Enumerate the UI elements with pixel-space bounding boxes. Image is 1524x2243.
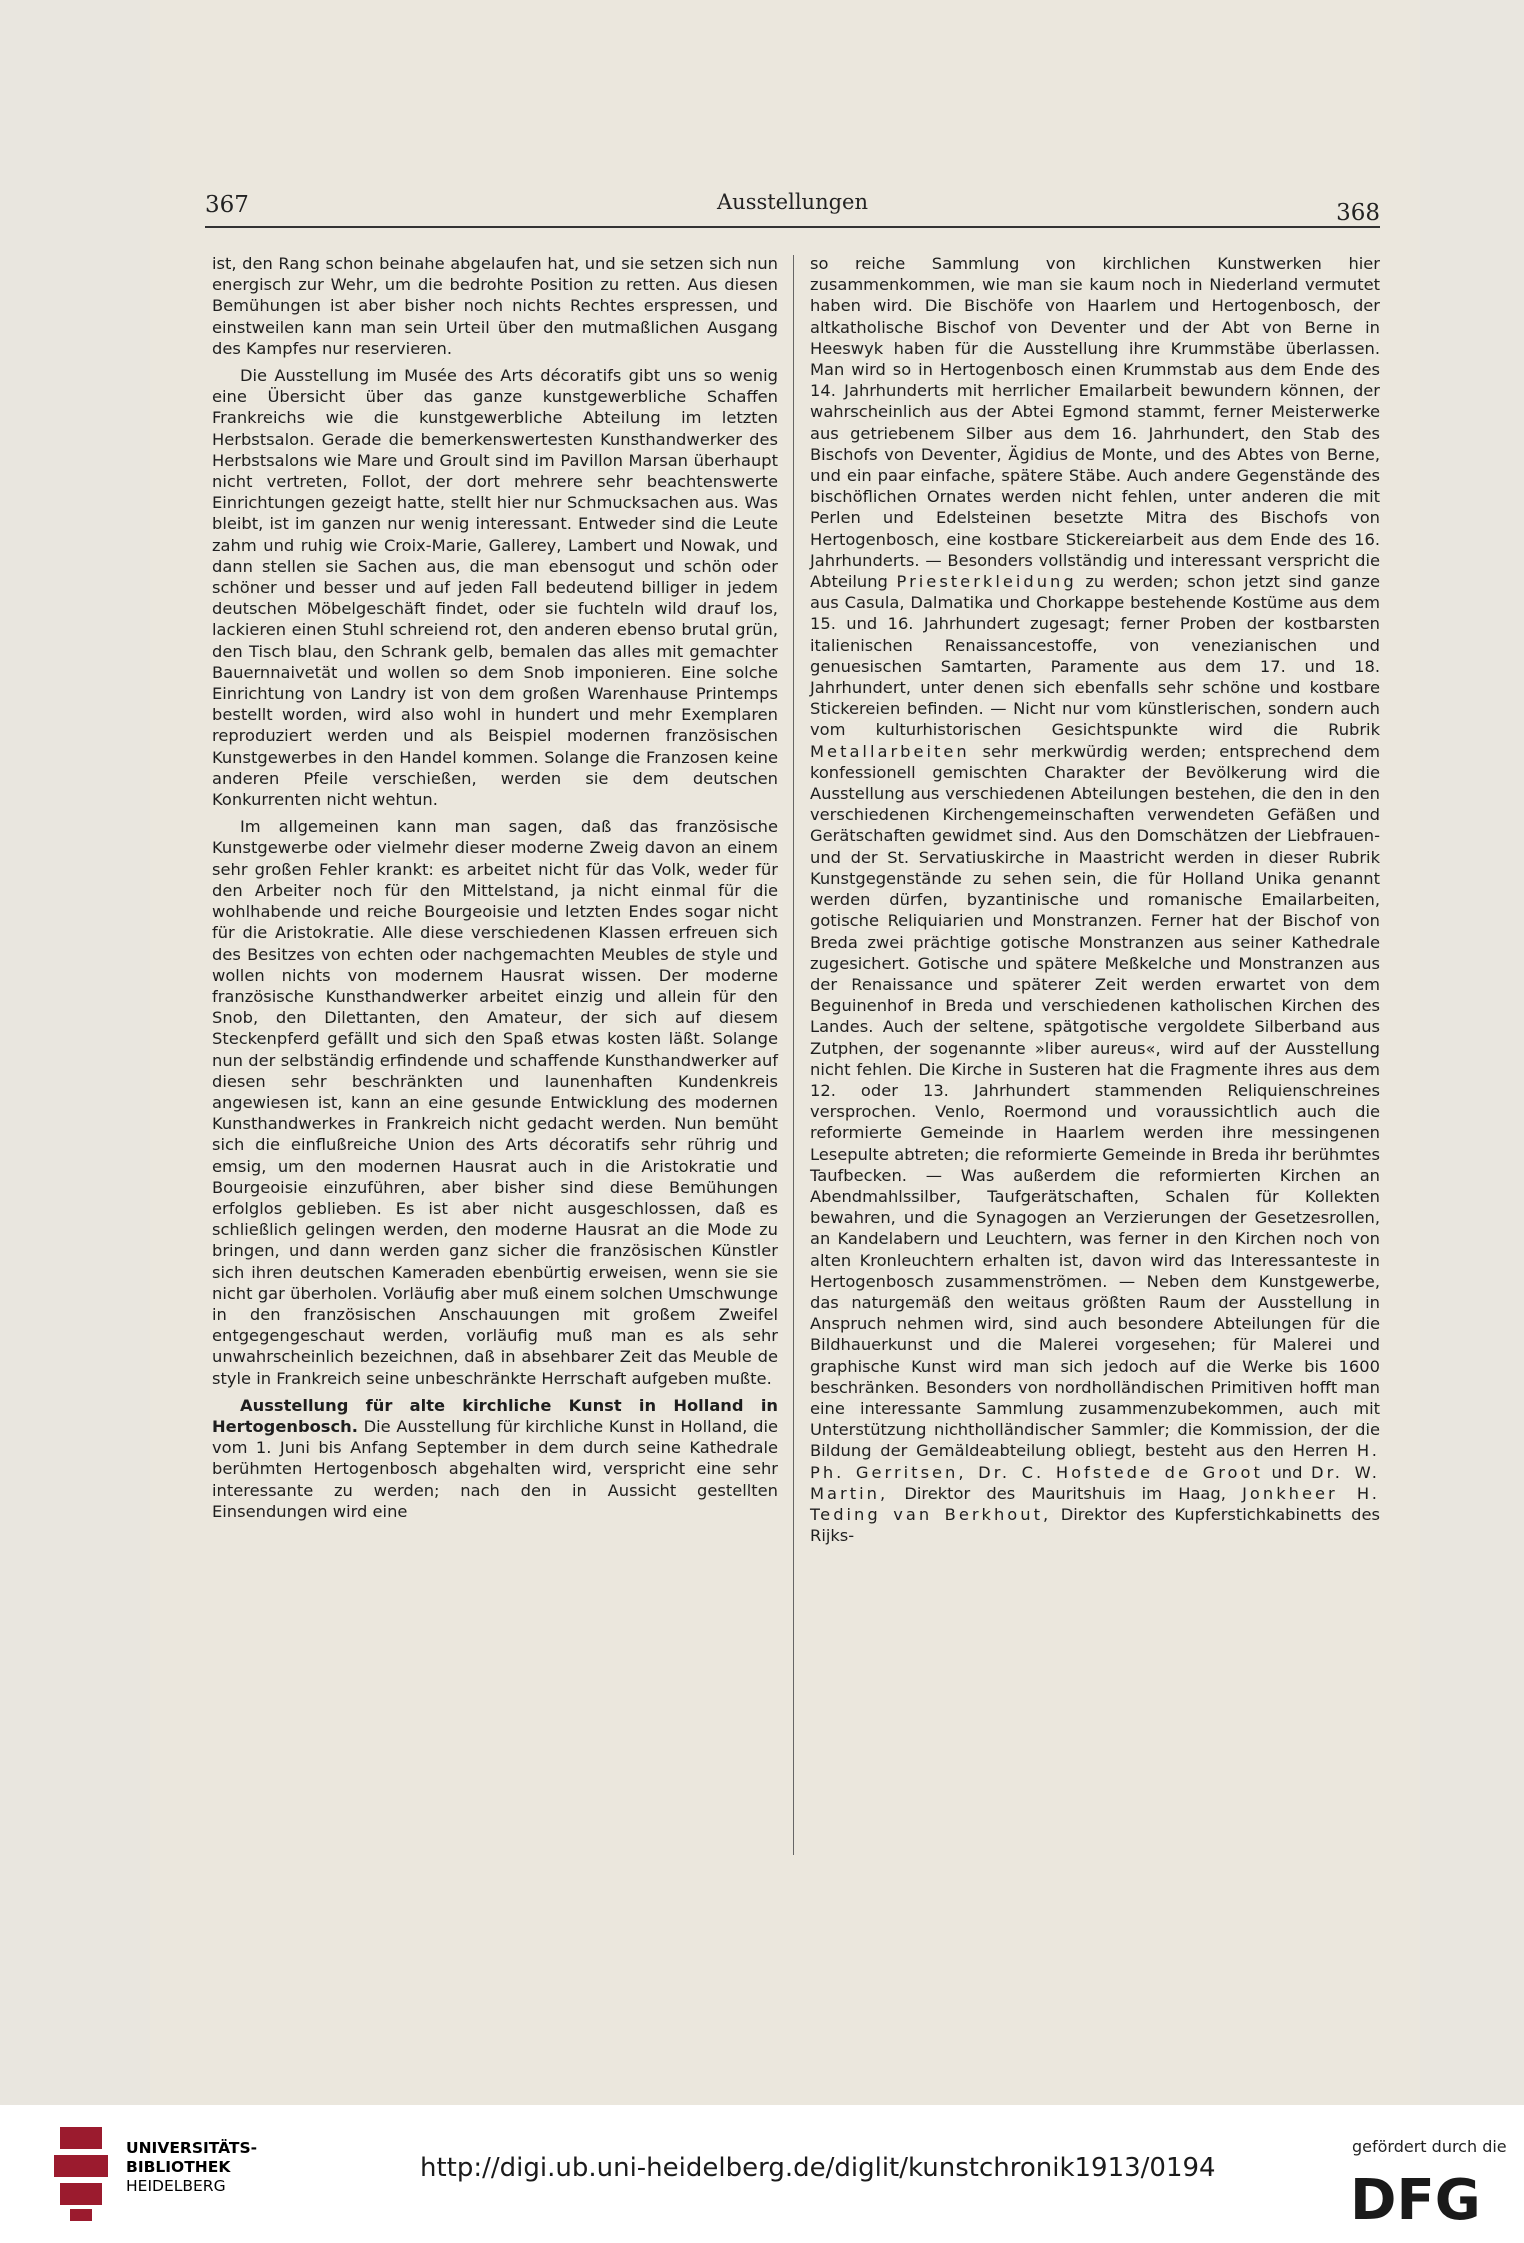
emphasis-term: Jonkheer H. Teding van Berkhout,	[810, 1483, 1380, 1524]
paragraph-text: Direktor des Mauritshuis im Haag,	[904, 1483, 1226, 1503]
section-paragraph	[212, 1395, 778, 1522]
dfg-logo-text: DFG	[1350, 2168, 1481, 2227]
paragraph: Die Ausstellung im Musée des Arts décoratifs gibt uns so wenig eine Übersicht über das ganze kunstgewerbliche Schaffen Frankreichs wie die kunstgewerbliche Abteilung im letzten Herbstsalon. Gerade die bemerkenswertesten Kunsthandwerker des Herbstsalons wie Mare und Groult sind im Pavillon Marsan überhaupt nicht vertreten, Follot, der dort mehrere sehr beachtenswerte Einrichtungen gezeigt hatte, stellt hier nur Schmucksachen aus. Was bleibt, ist im ganzen nur wenig interessant. Entweder sind die Leute zahm und ruhig wie Croix-Marie, Gallerey, Lambert und Nowak, und dann stellen sie Sachen aus, die man ebensogut und schön oder schöner und besser und auf jeden Fall bedeutend billiger in jedem deutschen Möbelgeschäft findet, oder sie fuchteln wild drauf los, lackieren einen Stuhl schreiend rot, den anderen ebenso brutal grün, den Tisch blau, den Schrank gelb, bemalen das alles mit gemachter Bauernnaivetät und wollen so dem Snob imponieren. Eine solche Einrichtung von Landry ist von dem großen Warenhause Printemps bestellt worden, wird also wohl in hundert und mehr Exemplaren reproduziert werden und als Beispiel modernen französischen Kunstgewerbes in den Handel kommen. Solange die Franzosen keine anderen Pfeile verschießen, werden sie dem deutschen Konkurrenten nicht wehtun.	[212, 366, 778, 810]
dfg-logo-icon	[1350, 2167, 1498, 2227]
emphasis-term: Dr. W. Martin,	[810, 1462, 1380, 1503]
paragraph-text: zu werden; schon jetzt sind ganze aus Casula, Dalmatika und Chorkappe bestehende Kostüme aus dem 15. und 16. Jahrhundert zugesagt; ferner Proben der kostbarsten italienischen Renaissancestoffe, von venezianischen und genuesischen Samtarten, Paramente aus dem 17. und 18. Jahrhundert, unter denen sich ebenfalls sehr schöne und kostbare Stickereien befinden. — Nicht nur vom künstlerischen, sondern auch vom kulturhistorischen Gesichtspunkte wird die Rubrik	[810, 572, 1380, 740]
emphasis-term: Metallarbeiten	[810, 741, 970, 761]
left-column	[212, 253, 778, 1522]
paragraph-text: Direktor des Kupferstichkabinetts des Rijks-	[810, 1504, 1380, 1546]
funding-note: gefördert durch die	[1352, 2137, 1507, 2156]
paragraph-text: so reiche Sammlung von kirchlichen Kunstwerken hier zusammenkommen, wie man sie kaum noch in Niederland vermutet haben wird. Die Bischöfe von Haarlem und Hertogenbosch, der altkatholische Bischof von Deventer und der Abt von Berne in Heeswyk haben für die Ausstellung ihre Krummstäbe überlassen. Man wird so in Hertogenbosch einen Krummstab aus dem Ende des 14. Jahrhunderts mit herrlicher Emailarbeit bewundern können, der wahrscheinlich aus der Abtei Egmond stammt, ferner Meisterwerke aus getriebenem Silber aus dem 16. Jahrhundert, den Stab des Bischofs von Deventer, Ägidius de Monte, und des Abtes von Berne, und ein paar einfache, spätere Stäbe. Auch andere Gegenstände des bischöflichen Ornates werden nicht fehlen, unter anderen die mit Perlen und Edelsteinen besetzte Mitra des Bischofs von Hertogenbosch, eine kostbare Stickereiarbeit aus dem Ende des 16. Jahrhunderts. — Besonders vollständig und interessant verspricht die Abteilung	[810, 254, 1380, 592]
right-column	[810, 253, 1380, 1546]
paragraph	[810, 253, 1380, 1546]
paragraph: Im allgemeinen kann man sagen, daß das französische Kunstgewerbe oder vielmehr dieser moderne Zweig davon an einem sehr großen Fehler krankt: es arbeitet nicht für das Volk, weder für den Arbeiter noch für den Mittelstand, ja nicht einmal für die wohlhabende und reiche Bourgeoisie und letzten Endes sogar nicht für die Aristokratie. Alle diese verschiedenen Klassen erfreuen sich des Besitzes von echten oder nachgemachten Meubles de style und wollen nichts von modernem Hausrat wissen. Der moderne französische Kunsthandwerker arbeitet einzig und allein für den Snob, den Dilettanten, den Amateur, der sich auf diesem Steckenpferd gefällt und sich den Spaß etwas kosten läßt. Solange nun der selbständig erfindende und schaffende Kunsthandwerker auf diesen sehr beschränkten und launenhaften Kundenkreis angewiesen ist, kann an eine gesunde Entwicklung des modernen Kunsthandwerkes in Frankreich nicht gedacht werden. Nun bemüht sich die einflußreiche Union des Arts décoratifs sehr rührig und emsig, um den modernen Hausrat auch in die Aristokratie und Bourgeoisie einzuführen, aber bisher sind diese Bemühungen erfolglos geblieben. Es ist aber nicht ausgeschlossen, daß es schließlich gelingen werden, den moderne Hausrat an die Mode zu bringen, und dann werden ganz sicher die französischen Künstler sich ihren deutschen Kameraden ebenbürtig erweisen, wenn sie sie nicht gar überholen. Vorläufig aber muß einem solchen Umschwunge in den französischen Anschauungen mit großem Zweifel entgegengeschaut werden, vorläufig muß man es als sehr unwahrscheinlich bezeichnen, daß in absehbarer Zeit das Meuble de style in Frankreich seine unbeschränkte Herrschaft aufgeben mußte.	[212, 817, 778, 1388]
emphasis-term: H. Ph. Gerritsen, Dr. C. Hofstede de Groot	[810, 1441, 1380, 1482]
emphasis-term: Priesterkleidung	[896, 572, 1077, 592]
source-url[interactable]: http://digi.ub.uni-heidelberg.de/diglit/kunstchronik1913/0194	[420, 2153, 1216, 2183]
page-number-right: 368	[1336, 200, 1380, 226]
paragraph-text: Die Ausstellung für kirchliche Kunst in Holland, die vom 1. Juni bis Anfang September in dem durch seine Kathedrale berühmten Hertogenbosch abgehalten wird, verspricht eine sehr interessante zu werden; nach den in Aussicht gestellten Einsendungen wird eine	[212, 1416, 778, 1521]
footer-bar	[0, 2105, 1524, 2243]
header-rule	[205, 226, 1380, 228]
university-seal-icon	[50, 2125, 112, 2223]
paragraph-text: und	[1271, 1462, 1303, 1482]
page-title: Ausstellungen	[717, 190, 868, 214]
running-head	[205, 188, 1380, 228]
library-line: UNIVERSITÄTS-	[126, 2139, 258, 2157]
library-name	[126, 2139, 257, 2196]
paragraph: ist, den Rang schon beinahe abgelaufen hat, und sie setzen sich nun energisch zur Wehr, um die bedrohte Position zu retten. Aus diesen Bemühungen ist aber bisher noch nichts Rechtes erspressen, und einstweilen kann man sein Urteil über den mutmaßlichen Ausgang des Kampfes nur reservieren.	[212, 254, 778, 358]
page-number-left: 367	[205, 192, 249, 218]
library-line: HEIDELBERG	[126, 2177, 226, 2195]
paragraph-text: sehr merkwürdig werden; entsprechend dem konfessionell gemischten Charakter der Bevölkerung wird die Ausstellung aus verschiedenen Abteilungen bestehen, die den in den verschiedenen Kirchengemeinschaften verwendeten Gefäßen und Gerätschaften gewidmet sind. Aus den Domschätzen der Liebfrauen- und der St. Servatiuskirche in Maastricht werden in dieser Rubrik Kunstgegenstände zu sehen sein, die für Holland Unika genannt werden dürfen, byzantinische und romanische Emailarbeiten, gotische Reliquiarien und Monstranzen. Ferner hat der Bischof von Breda zwei prächtige gotische Monstranzen aus seiner Kathedrale zugesichert. Gotische und spätere Meßkelche und Monstranzen aus der Renaissance und späterer Zeit werden erwartet von dem Beguinenhof in Breda und verschiedenen katholischen Kirchen des Landes. Auch der seltene, spätgotische vergoldete Silberband aus Zutphen, der sogenannte »liber aureus«, wird auf der Ausstellung nicht fehlen. Die Kirche in Susteren hat die Fragmente ihres aus dem 12. oder 13. Jahrhundert stammenden Reliquienschreines versprochen. Venlo, Roermond und voraussichtlich auch die reformierte Gemeinde in Haarlem werden ihre messingenen Lesepulte abtreten; die reformierte Gemeinde in Breda ihr berühmtes Taufbecken. — Was außerdem die reformierten Kirchen an Abendmahlssilber, Taufgerätschaften, Schalen für Kollekten bewahren, und die Synagogen an Verzierungen der Gesetzesrollen, an Kandelabern und Leuchtern, was ferner in den Kirchen noch von alten Kronleuchtern erhalten ist, davon wird das Interessanteste in Hertogenbosch zusammenströmen. — Neben dem Kunstgewerbe, das naturgemäß den weitaus größten Raum der Ausstellung in Anspruch nehmen wird, sind auch besondere Abteilungen für die Bildhauerkunst und die Malerei vorgesehen; für Malerei und graphische Kunst wird man sich jedoch auf die Werke bis 1600 beschränken. Besonders von nordholländischen Primitiven hofft man eine interessante Sammlung zusammenzubekommen, auch mit Unterstützung nichtholländischer Sammler; die Kommission, der die Bildung der Gemäldeabteilung obliegt, besteht aus den Herren	[810, 741, 1380, 1461]
column-divider	[793, 255, 794, 1855]
library-line: BIBLIOTHEK	[126, 2158, 231, 2176]
section-heading: Ausstellung für alte kirchliche Kunst in Holland in Hertogenbosch.	[212, 1395, 778, 1436]
